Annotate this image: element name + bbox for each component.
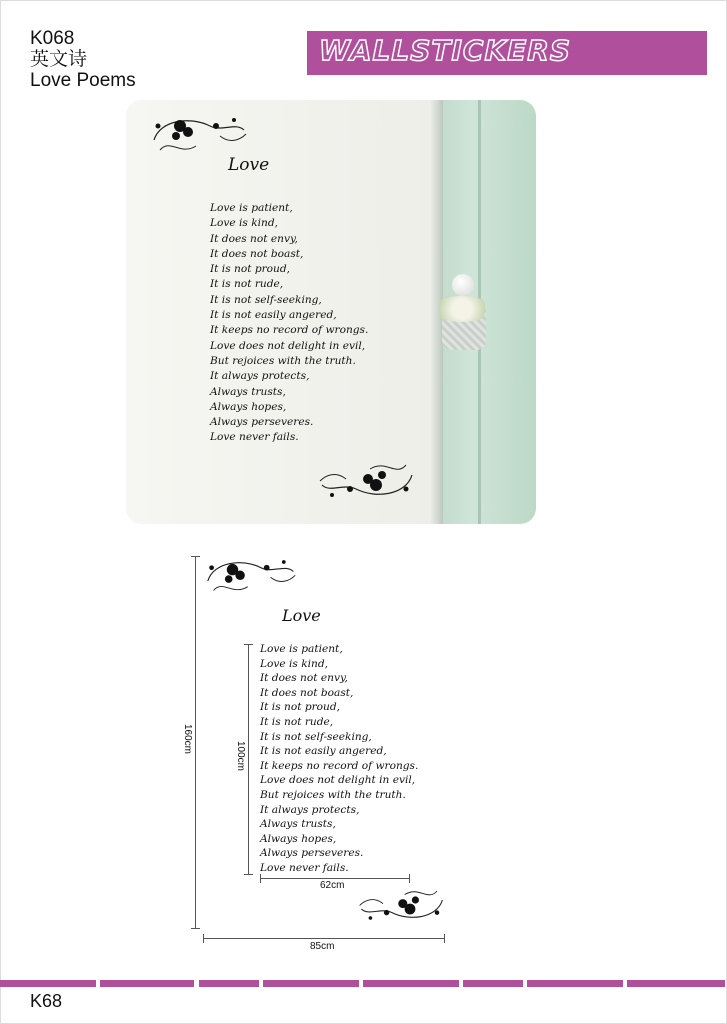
flower-ornament-bottom-icon [316, 445, 416, 505]
poem-line: Always trusts, [210, 385, 286, 398]
english-title: Love Poems [30, 70, 136, 91]
total-width-label: 85cm [310, 941, 335, 952]
total-width-tick-left [203, 934, 204, 943]
poem-line: But rejoices with the truth. [260, 788, 406, 801]
poem-line: It is not rude, [260, 715, 334, 728]
poem-lines [210, 201, 368, 446]
total-height-tick-top [191, 556, 200, 557]
total-width-line [203, 938, 445, 939]
poem-line: It is not self-seeking, [260, 730, 372, 743]
brand-banner [307, 31, 707, 75]
poem-line: Always hopes, [210, 400, 287, 413]
product-code: K068 [30, 28, 75, 49]
poem-line: It always protects, [210, 370, 310, 383]
poem-line: It is not easily angered, [260, 745, 387, 758]
poem-line: Always hopes, [260, 832, 337, 845]
text-height-label: 100cm [235, 741, 246, 772]
diagram-poem-title: Love [282, 606, 321, 625]
diagram-flower-ornament-top-icon [204, 552, 299, 610]
footer-bar-segment [527, 980, 623, 987]
footer-bar-segment [627, 980, 725, 987]
poem-line: Love is kind, [210, 217, 279, 230]
diagram-poem-lines [260, 642, 418, 876]
poem-line: Love is patient, [210, 202, 293, 214]
text-width-label: 62cm [320, 880, 345, 891]
footer-bar-segment [263, 980, 359, 987]
poem-line: It always protects, [260, 803, 360, 816]
poem-line: It keeps no record of wrongs. [210, 324, 369, 337]
text-height-tick-top [244, 644, 253, 645]
text-height-line [248, 644, 249, 874]
poem-line: Love is kind, [260, 657, 329, 670]
poem-line: Always trusts, [260, 818, 336, 831]
footer-code: K68 [30, 991, 63, 1011]
poem-line: Love does not delight in evil, [260, 774, 416, 787]
poem-line: Love never fails. [260, 861, 349, 874]
brand-banner-text: WALLSTICKERS [319, 34, 572, 67]
footer-bar-segment [463, 980, 523, 987]
product-photo [126, 100, 536, 524]
diagram-flower-ornament-bottom-icon [356, 872, 446, 928]
poem-line: It does not boast, [210, 247, 304, 260]
text-width-line [260, 878, 410, 879]
poem-title: Love [228, 155, 270, 175]
total-height-tick-bottom [191, 928, 200, 929]
footer-bar-segment [363, 980, 459, 987]
poem-line: But rejoices with the truth. [210, 354, 356, 367]
text-width-tick-left [260, 874, 261, 883]
poem-line: Always perseveres. [260, 847, 364, 860]
poem-line: Always perseveres. [210, 416, 314, 429]
flower-bouquet [432, 296, 492, 322]
poem-line: It is not rude, [210, 278, 284, 291]
poem-line: It does not envy, [210, 232, 298, 245]
poem-line: It is not proud, [210, 263, 291, 276]
poem-line: It is not easily angered, [210, 309, 337, 322]
text-width-tick-right [409, 874, 410, 883]
total-width-tick-right [444, 934, 445, 943]
door-knob [452, 274, 474, 296]
total-height-label: 160cm [182, 724, 193, 755]
product-header [30, 28, 136, 91]
poem-line: It keeps no record of wrongs. [260, 759, 419, 772]
footer-bar-segment [199, 980, 259, 987]
footer-bar-segment [100, 980, 194, 987]
poem-line: It does not envy, [260, 672, 348, 685]
poem-line: It is not self-seeking, [210, 293, 322, 306]
text-height-tick-bottom [244, 874, 253, 875]
poem-line: Love does not delight in evil, [210, 339, 366, 352]
footer-bar-segment [0, 980, 96, 987]
poem-line: Love never fails. [210, 431, 299, 444]
poem-line: Love is patient, [260, 643, 343, 655]
poem-line: It does not boast, [260, 686, 354, 699]
poem-line: It is not proud, [260, 701, 341, 714]
chinese-title: 英文诗 [30, 49, 88, 70]
total-height-line [195, 556, 196, 928]
